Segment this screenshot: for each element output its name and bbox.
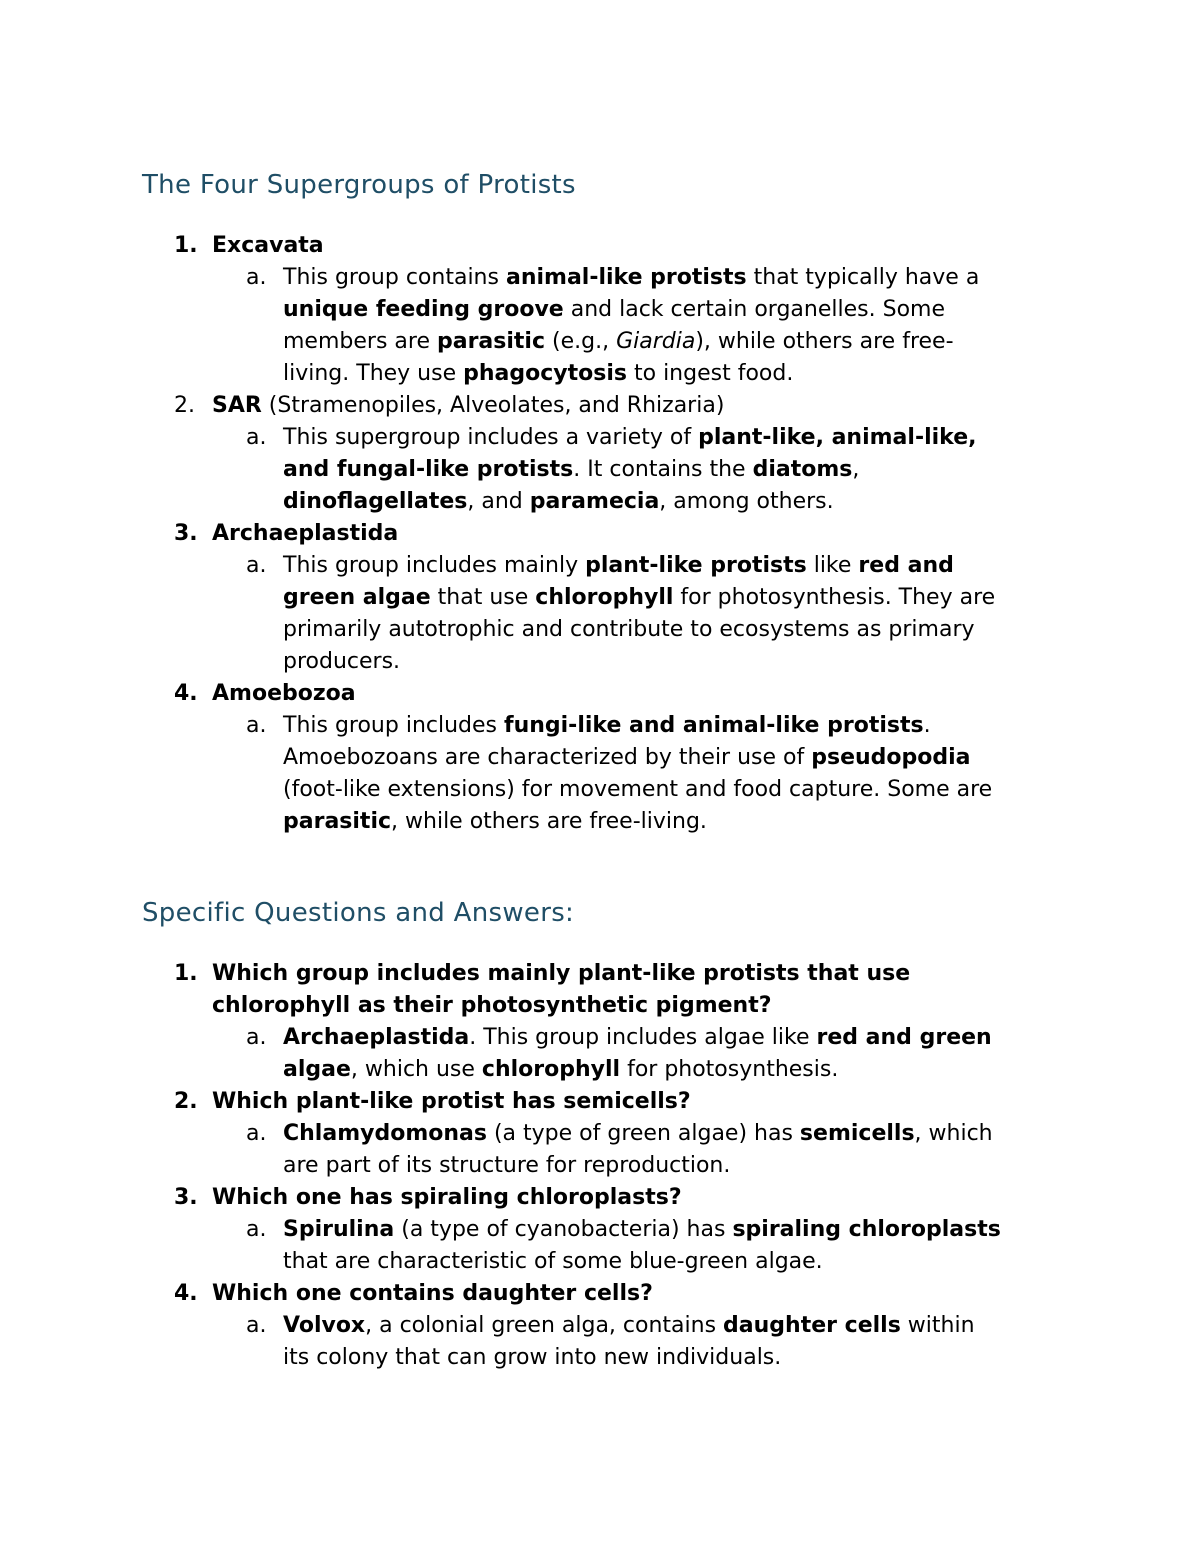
- text-run: producers.: [283, 649, 401, 674]
- bold-text: red and: [858, 553, 954, 578]
- sub-item-marker: a.: [246, 713, 267, 738]
- sub-item-line: [0, 742, 1200, 774]
- question-text: Which group includes mainly plant-like protists that use: [212, 961, 911, 986]
- sub-item-text: [283, 742, 971, 774]
- sub-item-line: [0, 774, 1200, 806]
- sub-item-text: [283, 454, 859, 486]
- item-number: 4.: [174, 681, 198, 706]
- bold-text: Volvox: [283, 1313, 366, 1338]
- section-heading-supergroups: The Four Supergroups of Protists: [142, 170, 576, 200]
- sub-item-line: [0, 646, 1200, 678]
- text-run: This group includes mainly: [283, 553, 586, 578]
- text-run: like: [806, 553, 859, 578]
- sub-item-line: [0, 1310, 1200, 1342]
- sub-item-marker: a.: [246, 553, 267, 578]
- sub-item-text: [283, 614, 975, 646]
- item-title: Amoebozoa: [212, 681, 356, 706]
- question-line: [0, 1086, 1200, 1118]
- sub-item-line: [0, 806, 1200, 838]
- text-run: , which: [914, 1121, 993, 1146]
- bold-text: diatoms: [752, 457, 853, 482]
- bold-text: plant-like protists: [585, 553, 807, 578]
- bold-text: parasitic: [283, 809, 392, 834]
- item-title: Archaeplastida: [212, 521, 399, 546]
- bold-text: phagocytosis: [463, 361, 627, 386]
- item-title: SAR: [212, 393, 262, 418]
- text-run: for photosynthesis. They are: [673, 585, 996, 610]
- item-subtitle: (Stramenopiles, Alveolates, and Rhizaria): [261, 393, 725, 418]
- sub-item-text: [283, 1342, 781, 1374]
- bold-text: parasitic: [436, 329, 545, 354]
- sub-item-line: [0, 1246, 1200, 1278]
- sub-item-marker: a.: [246, 1121, 267, 1146]
- sub-item-text: [283, 358, 793, 390]
- sub-item-text: [283, 806, 707, 838]
- text-run: (e.g.,: [545, 329, 617, 354]
- text-run: are part of its structure for reproduction.: [283, 1153, 731, 1178]
- text-run: primarily autotrophic and contribute to ecosystems as primary: [283, 617, 975, 642]
- sub-item-text: [283, 1118, 993, 1150]
- question-text: chlorophyll as their photosynthetic pigment?: [212, 993, 772, 1018]
- sub-item-text: [283, 774, 992, 806]
- sub-item-line: [0, 326, 1200, 358]
- sub-item-text: [283, 550, 954, 582]
- text-run: that use: [430, 585, 536, 610]
- text-run: , among others.: [659, 489, 834, 514]
- sub-item-text: [283, 1310, 975, 1342]
- sub-item-line: [0, 294, 1200, 326]
- sub-item-line: [0, 486, 1200, 518]
- sub-item-text: [283, 1214, 1001, 1246]
- text-run: that are characteristic of some blue-green algae.: [283, 1249, 823, 1274]
- bold-text: dinoflagellates: [283, 489, 468, 514]
- question-line: [0, 958, 1200, 990]
- text-run: This group contains: [283, 265, 506, 290]
- question-text: Which one has spiraling chloroplasts?: [212, 1185, 682, 1210]
- item-heading: [212, 678, 356, 710]
- bold-text: green algae: [283, 585, 431, 610]
- list-item: [0, 518, 1200, 550]
- bold-text: animal-like protists: [505, 265, 747, 290]
- list-item: [0, 678, 1200, 710]
- text-run: members are: [283, 329, 437, 354]
- bold-text: and fungal-like protists: [283, 457, 574, 482]
- question-line: [0, 1182, 1200, 1214]
- sub-item-marker: a.: [246, 265, 267, 290]
- bold-text: semicells: [799, 1121, 915, 1146]
- bold-text: Spirulina: [283, 1217, 395, 1242]
- text-run: ), while others are free-: [695, 329, 954, 354]
- sub-item-text: [283, 582, 995, 614]
- sub-item-text: [283, 326, 954, 358]
- sub-item-line: [0, 1342, 1200, 1374]
- sub-item-line: [0, 582, 1200, 614]
- sub-item-line: [0, 262, 1200, 294]
- bold-text: chlorophyll: [535, 585, 674, 610]
- sub-item-marker: a.: [246, 1217, 267, 1242]
- sub-item-line: [0, 454, 1200, 486]
- text-run: (foot-like extensions) for movement and food capture. Some are: [283, 777, 993, 802]
- text-run: and lack certain organelles. Some: [563, 297, 945, 322]
- text-run: ,: [852, 457, 860, 482]
- sub-item-line: [0, 1214, 1200, 1246]
- question-line: [0, 1278, 1200, 1310]
- supergroups-list: [0, 230, 1200, 838]
- section-heading-questions: Specific Questions and Answers:: [142, 898, 575, 928]
- sub-item-text: [283, 422, 976, 454]
- question-number: 2.: [174, 1089, 198, 1114]
- question-text: Which plant-like protist has semicells?: [212, 1089, 691, 1114]
- item-number: 1.: [174, 233, 198, 258]
- bold-text: fungi-like and animal-like protists: [504, 713, 924, 738]
- list-item: [0, 230, 1200, 262]
- item-heading: [212, 390, 724, 422]
- sub-item-line: [0, 614, 1200, 646]
- bold-text: unique feeding groove: [283, 297, 564, 322]
- sub-item-line: [0, 550, 1200, 582]
- sub-item-marker: a.: [246, 1313, 267, 1338]
- sub-item-text: [283, 262, 979, 294]
- sub-item-text: [283, 646, 400, 678]
- text-run: , which use: [350, 1057, 482, 1082]
- text-run: its colony that can grow into new individuals.: [283, 1345, 782, 1370]
- sub-item-marker: a.: [246, 425, 267, 450]
- text-run: .: [923, 713, 931, 738]
- text-run: . This group includes algae like: [469, 1025, 817, 1050]
- sub-item-text: [283, 710, 931, 742]
- sub-item-text: [283, 294, 945, 326]
- text-run: , a colonial green alga, contains: [365, 1313, 724, 1338]
- bold-text: daughter cells: [723, 1313, 901, 1338]
- text-run: Amoebozoans are characterized by their use of: [283, 745, 812, 770]
- bold-text: algae: [283, 1057, 351, 1082]
- sub-item-line: [0, 1118, 1200, 1150]
- item-title: Excavata: [212, 233, 324, 258]
- question-number: 4.: [174, 1281, 198, 1306]
- sub-item-line: [0, 1150, 1200, 1182]
- text-run: . It contains the: [573, 457, 753, 482]
- sub-item-line: [0, 1022, 1200, 1054]
- bold-text: Chlamydomonas: [283, 1121, 487, 1146]
- sub-item-line: [0, 710, 1200, 742]
- questions-list: [0, 958, 1200, 1374]
- item-number: 3.: [174, 521, 198, 546]
- sub-item-line: [0, 422, 1200, 454]
- question-text: Which one contains daughter cells?: [212, 1281, 653, 1306]
- text-run: for photosynthesis.: [620, 1057, 839, 1082]
- text-run: (a type of cyanobacteria) has: [394, 1217, 733, 1242]
- bold-text: chlorophyll: [481, 1057, 621, 1082]
- bold-text: plant-like, animal-like,: [698, 425, 977, 450]
- sub-item-text: [283, 1246, 823, 1278]
- sub-item-line: [0, 358, 1200, 390]
- sub-item-text: [283, 486, 834, 518]
- question-line: [0, 990, 1200, 1022]
- sub-item-line: [0, 1054, 1200, 1086]
- text-run: to ingest food.: [627, 361, 794, 386]
- sub-item-text: [283, 1150, 730, 1182]
- text-run: , and: [467, 489, 530, 514]
- bold-text: paramecia: [529, 489, 660, 514]
- item-heading: [212, 230, 324, 262]
- item-number: 2.: [174, 393, 195, 418]
- sub-item-text: [283, 1022, 992, 1054]
- bold-text: Archaeplastida: [283, 1025, 470, 1050]
- text-run: (a type of green algae) has: [486, 1121, 800, 1146]
- item-heading: [212, 518, 398, 550]
- bold-text: pseudopodia: [811, 745, 971, 770]
- text-run: that typically have a: [746, 265, 980, 290]
- sub-item-marker: a.: [246, 1025, 267, 1050]
- bold-text: spiraling chloroplasts: [732, 1217, 1001, 1242]
- question-number: 3.: [174, 1185, 198, 1210]
- italic-text: Giardia: [616, 329, 696, 354]
- text-run: , while others are free-living.: [391, 809, 707, 834]
- bold-text: red and green: [816, 1025, 992, 1050]
- question-number: 1.: [174, 961, 198, 986]
- text-run: within: [900, 1313, 975, 1338]
- text-run: This group includes: [283, 713, 504, 738]
- sub-item-text: [283, 1054, 838, 1086]
- list-item: [0, 390, 1200, 422]
- text-run: This supergroup includes a variety of: [283, 425, 699, 450]
- text-run: living. They use: [283, 361, 464, 386]
